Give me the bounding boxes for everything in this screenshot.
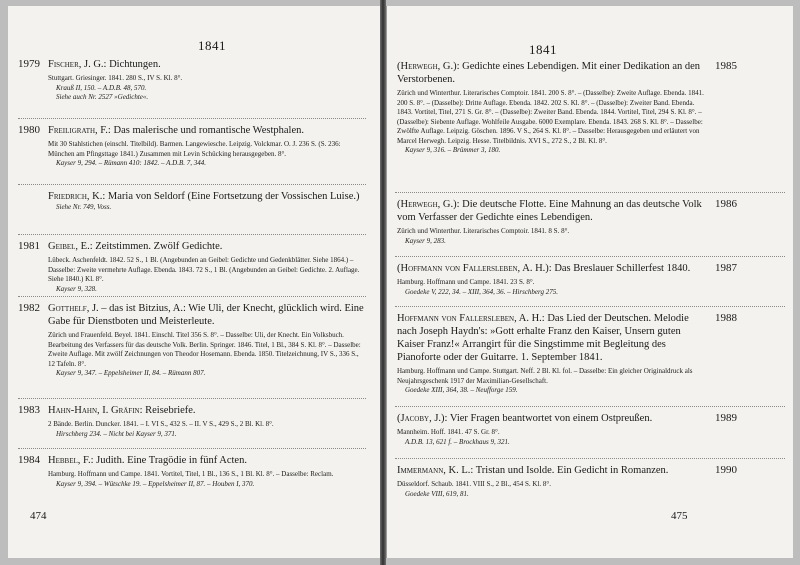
entry-reference: Goedeke XIII, 364, 38. – Neufforge 159.	[405, 386, 518, 394]
entry-description: Lübeck. Aschenfeldt. 1842. 52 S., 1 Bl. (Angebunden an Geibel: Gedichte und Gedenkblätter. Siehe 1864.) – Dasselbe: Zweite vermehrte Auflage. Ebenda. 1843. 72 S., 1 Bl. (Angebunden an Geibel: Gedichte. 2. Auflage. Siehe 1840.) Kl. 8°.	[48, 256, 360, 283]
entry-author: Gotthelf, J.	[48, 303, 99, 314]
entry-title: Das malerische und romantische Westphalen.	[113, 125, 305, 136]
entry-author: Friedrich, K.:	[48, 191, 106, 202]
entry-number: 1989	[715, 412, 737, 424]
entry-description: Hamburg. Hoffmann und Campe. Stuttgart. Neff. 2 Bl. Kl. fol. – Dasselbe: Ein gleicher Originaldruck als Neujahrsgeschenk 1917 der Maximilian-Gesellschaft.	[397, 367, 693, 385]
entry-reference: Kayser 9, 347. – Eppelsheimer II, 84. – Rümann 807.	[56, 369, 206, 377]
bibliography-entry	[397, 60, 737, 156]
entry-divider	[18, 296, 366, 297]
entry-reference: Hirschberg 234. – Nicht bei Kayser 9, 371.	[56, 429, 177, 438]
bibliography-entry	[397, 412, 737, 447]
entry-description: Zürich und Frauenfeld. Beyel. 1841. Einschl. Titel 356 S. 8°. – Dasselbe: Uli, der Knecht. Ein Volksbuch. Bearbeitung des Verfassers für das deutsche Volk. Berlin. Springer. 1846. Titel, 1 Bl., 384 S. Kl. 8°. – Dasselbe: Zweite Auflage. Mit zwölf Zeichnungen von Theodor Hosemann. Ebenda. 1850. Titelzeichnung, IV S., 336 S., 12 Tafeln. 8°.	[48, 331, 361, 368]
entry-number: 1980	[18, 124, 40, 136]
bibliography-entry	[397, 198, 737, 246]
entry-author: (Hoffmann von Fallersleben, A. H.):	[397, 263, 552, 274]
entry-divider	[395, 192, 785, 193]
entry-author: (Jacoby, J.):	[397, 413, 448, 424]
entry-description: Düsseldorf. Schaub. 1841. VIII S., 2 Bl., 454 S. Kl. 8°.	[397, 480, 551, 488]
entry-number: 1984	[18, 454, 40, 466]
entry-reference: A.D.B. 13, 621 f. – Brockhaus 9, 321.	[405, 437, 510, 446]
entry-author: (Herwegh, G.):	[397, 199, 460, 210]
entry-author: Freiligrath, F.:	[48, 125, 111, 136]
entry-title: Das Lied der Deutschen. Melodie nach Joseph Haydn's: »Gott erhalte Franz den Kaiser, Unsern guten Kaiser Franz!« Arrangirt für die Singstimme mit Begleitung des Pianoforte oder der Guitarre. 1. September 1841.	[397, 313, 689, 363]
entry-author: Hoffmann von Fallersleben, A. H.:	[397, 313, 545, 324]
entry-divider	[18, 398, 366, 399]
entry-description: Stuttgart. Griesinger. 1841. 280 S., IV S. Kl. 8°.	[48, 74, 183, 82]
entry-reference: Siehe Nr. 749, Voss.	[56, 203, 112, 211]
bibliography-entry	[397, 262, 737, 297]
entry-number: 1987	[715, 262, 737, 274]
entry-divider	[18, 118, 366, 119]
entry-reference: Siehe auch Nr. 2527 »Gedichte«.	[56, 93, 149, 101]
entry-number: 1981	[18, 240, 40, 252]
page-number: 474	[30, 510, 47, 522]
page-number: 475	[671, 510, 688, 522]
entry-reference: Kayser 9, 283.	[405, 236, 446, 245]
entry-number: 1988	[715, 312, 737, 324]
entry-title: Gedichte eines Lebendigen. Mit einer Dedikation an den Verstorbenen.	[397, 61, 701, 85]
entry-description: Mannheim. Hoff. 1841. 47 S. Gr. 8°.	[397, 428, 500, 436]
entry-title: – das ist Bitzius, A.: Wie Uli, der Knecht, glücklich wird. Eine Gabe für Dienstboten und Meisterleute.	[48, 303, 364, 327]
entry-author: Geibel, E.:	[48, 241, 93, 252]
entry-author: Hebbel, F.:	[48, 455, 94, 466]
entry-author: Immermann, K. L.:	[397, 465, 474, 476]
entry-reference: Kayser 9, 316. – Brümmer 3, 180.	[405, 146, 501, 154]
entry-title: Maria von Seldorf (Eine Fortsetzung der Vossischen Luise.)	[107, 191, 360, 202]
entry-number: 1982	[18, 302, 40, 314]
entry-author: Hahn-Hahn, I. Gräfin:	[48, 405, 143, 416]
entry-reference: Kayser 9, 328.	[56, 284, 97, 293]
entry-number: 1983	[18, 404, 40, 416]
entry-title: Judith. Eine Tragödie in fünf Acten.	[96, 455, 247, 466]
entry-divider	[395, 306, 785, 307]
entry-title: Zeitstimmen. Zwölf Gedichte.	[95, 241, 223, 252]
entry-author: Fischer, J. G.:	[48, 59, 107, 70]
entry-description: Zürich und Winterthur. Literarisches Comptoir. 1841. 200 S. 8°. – (Dasselbe): Zweite Auflage. Ebenda. 1841. 200 S. 8°. – (Dasselbe): Dritte Auflage. Ebenda. 1842. 202 S. Kl. 8°. – (Dasselbe): Zweiter Band. Ebenda. 1843. Vortitel, Titel, 271 S. Gr. 8°. – (Dasselbe): Zweiter Band. Ebenda. 1844. Vortitel, Titel, 294 S. Kl. 8°. – (Dasselbe): Siebente Auflage. Wohlfeile Ausgabe. 6000 Exemplare. Ebenda. 1843. 268 S. Kl. 8°. – Dasselbe: Zwölfte Auflage. Leipzig. Göschen. 1896. V S., 264 S. Kl. 8°. – Dasselbe: Herausgegeben und erläutert von Marcel Herwegh. Leipzig. Hesse. Titelbildnis. XVI S., 272 S., 2 Bl. Kl. 8°.	[397, 89, 704, 145]
entry-author: (Herwegh, G.):	[397, 61, 460, 72]
entry-title: Dichtungen.	[109, 59, 161, 70]
entry-number: 1990	[715, 464, 737, 476]
entry-description: Mit 30 Stahlstichen (einschl. Titelbild). Barmen. Langewiesche. Leipzig. Volckmar. O. J. 236 S. (S. 236: München am Pfingsttage 1841.) Zusammen mit Levin Schücking herausgegeben. 8°.	[48, 140, 341, 158]
bibliography-entry	[18, 454, 366, 489]
entry-reference: Goedeke VIII, 619, 81.	[405, 489, 469, 498]
bibliography-entry	[18, 404, 366, 439]
entry-divider	[395, 256, 785, 257]
bibliography-entry	[397, 464, 737, 499]
entry-description: Hamburg. Hoffmann und Campe. 1841. Vortitel, Titel, 1 Bl., 136 S., 1 Bl. Kl. 8°. – Dasselbe: Reclam.	[48, 470, 334, 478]
entry-reference: Kayser 9, 294. – Rümann 410: 1842. – A.D.B. 7, 344.	[56, 159, 206, 167]
bibliography-entry	[18, 124, 366, 169]
entry-divider	[395, 406, 785, 407]
entry-reference: Krauß II, 150. – A.D.B. 48, 570.	[56, 83, 147, 92]
bibliography-entry	[18, 240, 366, 294]
entry-title: Die deutsche Flotte. Eine Mahnung an das deutsche Volk vom Verfasser der Gedichte eines Lebendigen.	[397, 199, 702, 223]
bibliography-entry	[18, 58, 366, 103]
left-page	[8, 6, 381, 558]
bibliography-entry	[18, 302, 366, 379]
bibliography-entry	[397, 312, 737, 396]
entry-number: 1979	[18, 58, 40, 70]
entry-title: Tristan und Isolde. Ein Gedicht in Romanzen.	[475, 465, 669, 476]
entry-reference: Kayser 9, 394. – Wütschke 19. – Eppelsheimer II, 87. – Houben I, 370.	[56, 479, 255, 488]
entry-title: Reisebriefe.	[145, 405, 196, 416]
entry-reference: Goedeke V, 222, 34. – XIII, 364, 36. – Hirschberg 275.	[405, 287, 559, 296]
entry-description: Zürich und Winterthur. Literarisches Comptoir. 1841. 8 S. 8°.	[397, 227, 570, 235]
entry-title: Das Breslauer Schillerfest 1840.	[554, 263, 691, 274]
entry-title: Vier Fragen beantwortet von einem Ostpreußen.	[449, 413, 653, 424]
page-year-header: 1841	[529, 42, 557, 57]
entry-divider	[18, 184, 366, 185]
entry-description: 2 Bände. Berlin. Duncker. 1841. – I. VI S., 432 S. – II. V S., 429 S., 2 Bl. Kl. 8°.	[48, 420, 274, 428]
page-year-header: 1841	[198, 38, 226, 53]
entry-description: Hamburg. Hoffmann und Campe. 1841. 23 S. 8°.	[397, 278, 535, 286]
entry-divider	[18, 448, 366, 449]
right-page	[386, 6, 793, 558]
entry-number: 1986	[715, 198, 737, 210]
entry-divider	[18, 234, 366, 235]
entry-divider	[395, 458, 785, 459]
bibliography-entry	[18, 190, 366, 213]
entry-number: 1985	[715, 60, 737, 72]
